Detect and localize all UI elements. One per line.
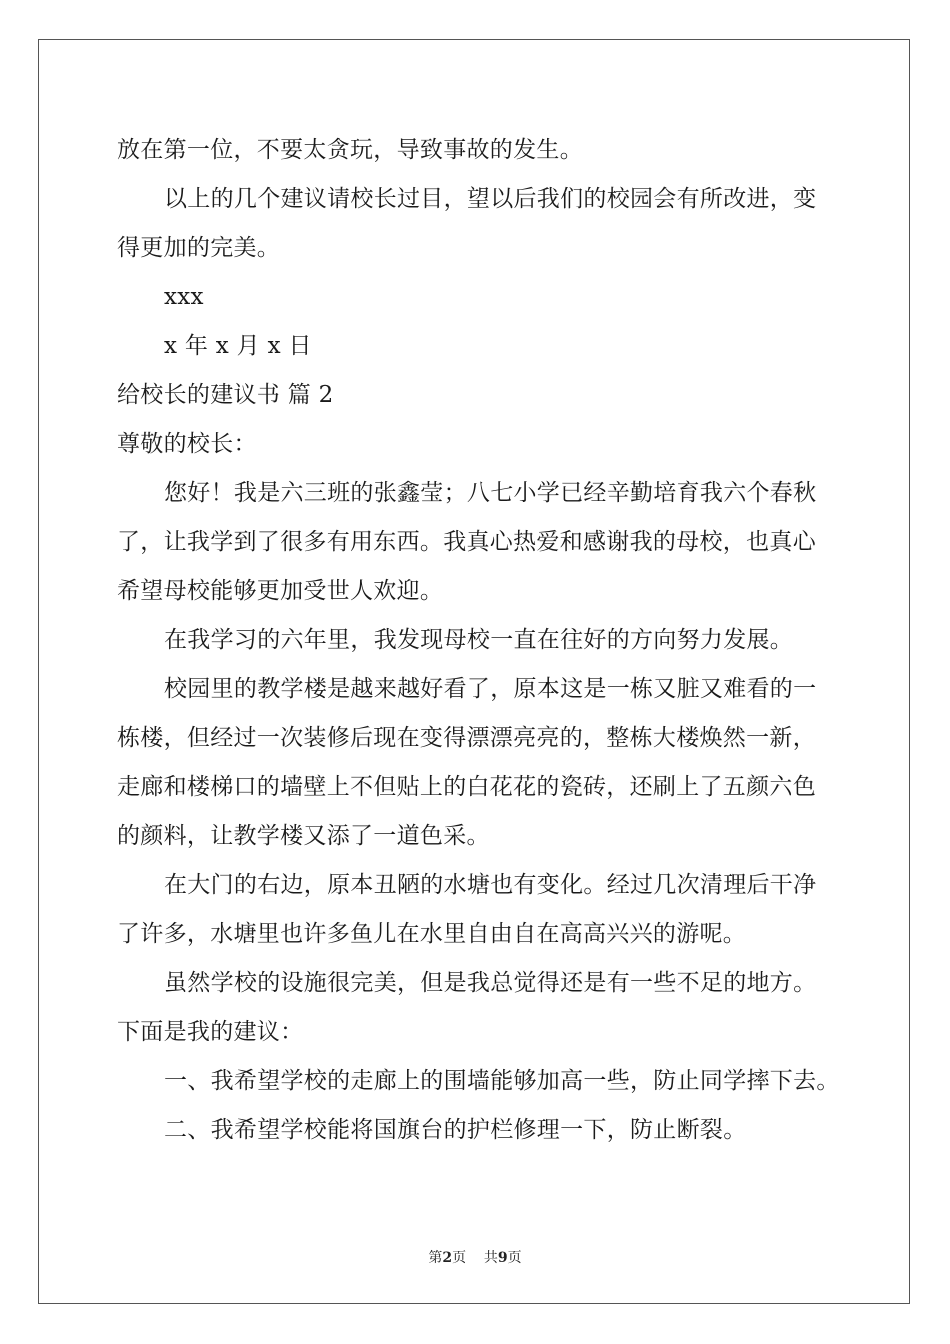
signature-name: xxx [164, 284, 204, 310]
text-line: 的颜料，让教学楼又添了一道色采。 [117, 823, 490, 849]
signature-date: x 年 x 月 x 日 [164, 333, 312, 359]
salutation: 尊敬的校长： [117, 431, 257, 457]
text-line: 放在第一位，不要太贪玩，导致事故的发生。 [117, 137, 583, 163]
page-number-current: 2 [442, 1250, 453, 1266]
page-number-suffix: 页 [507, 1250, 522, 1266]
page-number-mid: 页 共 [452, 1250, 498, 1266]
text-line: 校园里的教学楼是越来越好看了，原本这是一栋又脏又难看的一 [164, 676, 817, 702]
text-line: 下面是我的建议： [117, 1019, 304, 1045]
text-line: 走廊和楼梯口的墙壁上不但贴上的白花花的瓷砖，还刷上了五颜六色 [117, 774, 816, 800]
text-line: 了，让我学到了很多有用东西。我真心热爱和感谢我的母校，也真心 [117, 529, 816, 555]
document-body [117, 126, 840, 1155]
text-line: 虽然学校的设施很完美，但是我总觉得还是有一些不足的地方。 [164, 970, 817, 996]
page-number-prefix: 第 [428, 1250, 443, 1266]
text-line: 在大门的右边，原本丑陋的水塘也有变化。经过几次清理后干净 [164, 872, 817, 898]
text-line: 得更加的完美。 [117, 235, 281, 261]
text-line: 栋楼，但经过一次装修后现在变得漂漂亮亮的，整栋大楼焕然一新， [117, 725, 816, 751]
text-line: 二、我希望学校能将国旗台的护栏修理一下，防止断裂。 [164, 1117, 747, 1143]
text-line: 希望母校能够更加受世人欢迎。 [117, 578, 444, 604]
text-line: 一、我希望学校的走廊上的围墙能够加高一些，防止同学摔下去。 [164, 1068, 840, 1094]
page-number-total: 9 [497, 1250, 508, 1266]
page-footer [0, 1247, 950, 1267]
section-title: 给校长的建议书 篇 2 [117, 382, 334, 408]
text-line: 了许多，水塘里也许多鱼儿在水里自由自在高高兴兴的游呢。 [117, 921, 747, 947]
text-line: 您好！我是六三班的张鑫莹；八七小学已经辛勤培育我六个春秋 [164, 480, 817, 506]
text-line: 以上的几个建议请校长过目，望以后我们的校园会有所改进，变 [164, 186, 817, 212]
text-line: 在我学习的六年里，我发现母校一直在往好的方向努力发展。 [164, 627, 794, 653]
